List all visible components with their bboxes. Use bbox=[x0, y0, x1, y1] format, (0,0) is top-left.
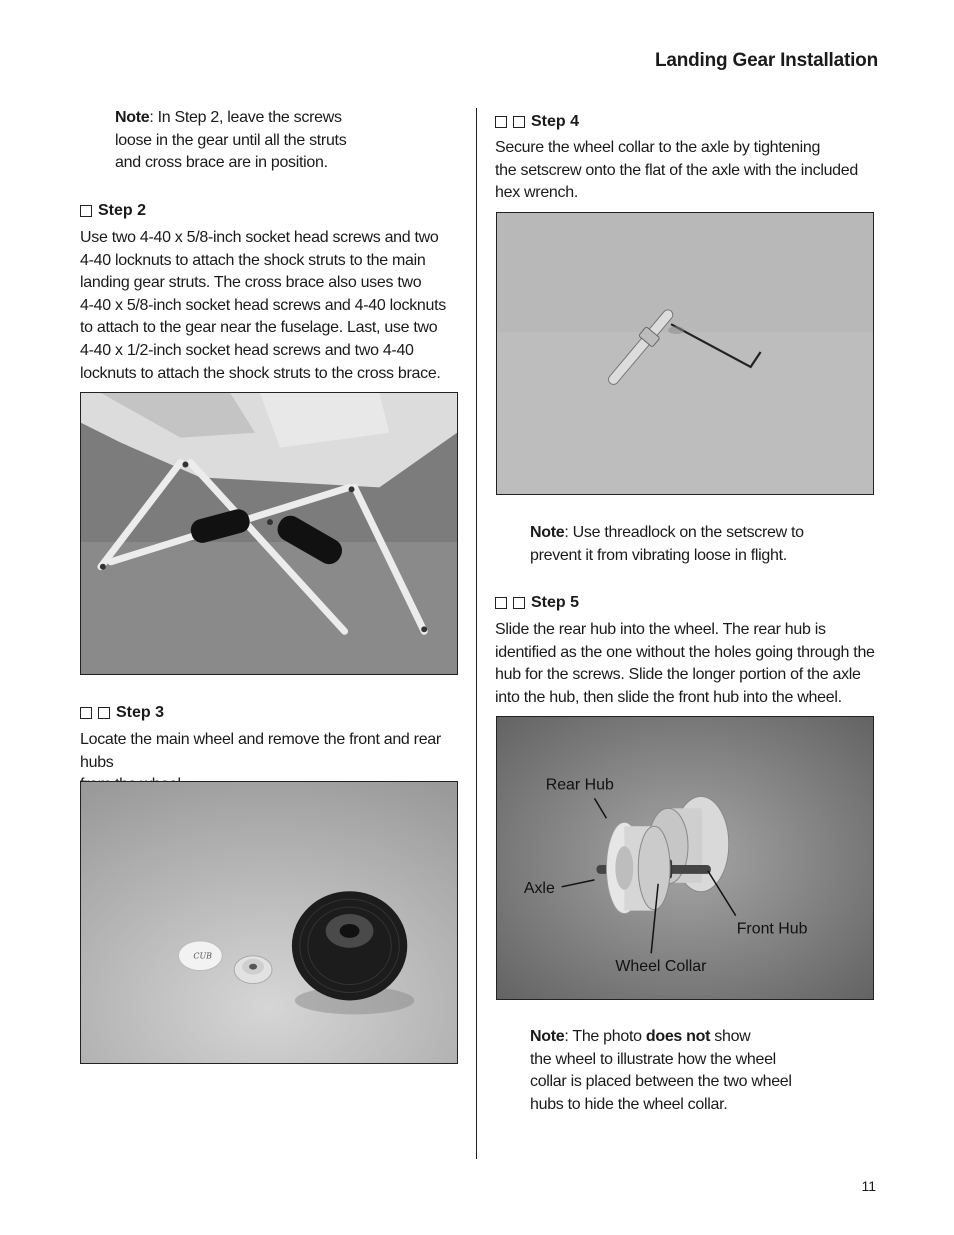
step4-body bbox=[495, 137, 875, 205]
page-title: Landing Gear Installation bbox=[654, 50, 878, 71]
body-line: 4-40 locknuts to attach the shock struts to the main bbox=[80, 251, 426, 269]
step2-body bbox=[80, 227, 460, 385]
step3-heading bbox=[80, 704, 164, 722]
body-line: hex wrench. bbox=[495, 184, 578, 202]
body-line: the setscrew onto the flat of the axle with the included bbox=[495, 161, 858, 179]
note-text: collar is placed between the two wheel bbox=[530, 1073, 792, 1091]
body-line: hub for the screws. Slide the longer portion of the axle bbox=[495, 666, 861, 684]
body-line: Slide the rear hub into the wheel. The rear hub is bbox=[495, 621, 826, 638]
note-text: loose in the gear until all the struts bbox=[115, 131, 347, 149]
note-text: prevent it from vibrating loose in flight. bbox=[530, 546, 787, 564]
step-label: Step 5 bbox=[531, 594, 580, 611]
note-text: : Use threadlock on the setscrew to bbox=[564, 524, 804, 541]
note-label: Note bbox=[530, 524, 565, 541]
checkbox[interactable] bbox=[495, 116, 507, 128]
step2-heading bbox=[80, 202, 146, 220]
label-axle: Axle bbox=[523, 879, 555, 897]
note-emphasis: does not bbox=[645, 1028, 711, 1045]
note-text: and cross brace are in position. bbox=[115, 154, 328, 172]
label-rear-hub: Rear Hub bbox=[545, 776, 614, 794]
note-label: Note bbox=[530, 1028, 565, 1045]
body-line: landing gear struts. The cross brace also uses two bbox=[80, 274, 422, 292]
body-line: 4-40 x 1/2-inch socket head screws and two 4-40 bbox=[80, 341, 414, 359]
note-threadlock bbox=[530, 522, 804, 567]
body-line: into the hub, then slide the front hub into the wheel. bbox=[495, 688, 842, 706]
step5-body bbox=[495, 619, 880, 709]
note-text: the wheel to illustrate how the wheel bbox=[530, 1050, 776, 1068]
body-line: Secure the wheel collar to the axle by tightening bbox=[495, 139, 821, 156]
body-line: 4-40 x 5/8-inch socket head screws and 4-40 locknuts bbox=[80, 296, 446, 314]
hub-assembly-photo bbox=[496, 716, 874, 1000]
wheel-hubs-photo bbox=[80, 781, 458, 1064]
checkbox[interactable] bbox=[80, 707, 92, 719]
checkbox[interactable] bbox=[513, 116, 525, 128]
step4-heading bbox=[495, 113, 579, 131]
step-label: Step 4 bbox=[531, 113, 580, 130]
column-divider bbox=[476, 108, 477, 1159]
body-line: identified as the one without the holes going through the bbox=[495, 643, 875, 661]
checkbox[interactable] bbox=[495, 597, 507, 609]
note-text: : The photo bbox=[564, 1028, 646, 1045]
note-step2 bbox=[115, 107, 346, 175]
step-label: Step 2 bbox=[98, 202, 147, 219]
note-photo bbox=[530, 1026, 792, 1116]
label-wheel-collar: Wheel Collar bbox=[615, 958, 707, 976]
note-label: Note bbox=[115, 109, 150, 126]
step-label: Step 3 bbox=[116, 704, 165, 721]
axle-hex-wrench-photo bbox=[496, 212, 874, 495]
note-text: hubs to hide the wheel collar. bbox=[530, 1095, 728, 1113]
body-line: locknuts to attach the shock struts to the cross brace. bbox=[80, 364, 441, 382]
checkbox[interactable] bbox=[98, 707, 110, 719]
cub-logo-text: CUB bbox=[193, 951, 213, 961]
step5-heading bbox=[495, 594, 579, 612]
body-line: Locate the main wheel and remove the front and rear hubs bbox=[80, 731, 441, 771]
checkbox[interactable] bbox=[513, 597, 525, 609]
page-number: 11 bbox=[861, 1178, 876, 1194]
note-text: : In Step 2, leave the screws bbox=[149, 109, 342, 126]
note-text: show bbox=[710, 1028, 751, 1045]
checkbox[interactable] bbox=[80, 205, 92, 217]
landing-gear-photo bbox=[80, 392, 458, 675]
body-line: Use two 4-40 x 5/8-inch socket head screws and two bbox=[80, 229, 439, 246]
body-line: to attach to the gear near the fuselage. Last, use two bbox=[80, 319, 438, 337]
label-front-hub: Front Hub bbox=[736, 920, 808, 938]
